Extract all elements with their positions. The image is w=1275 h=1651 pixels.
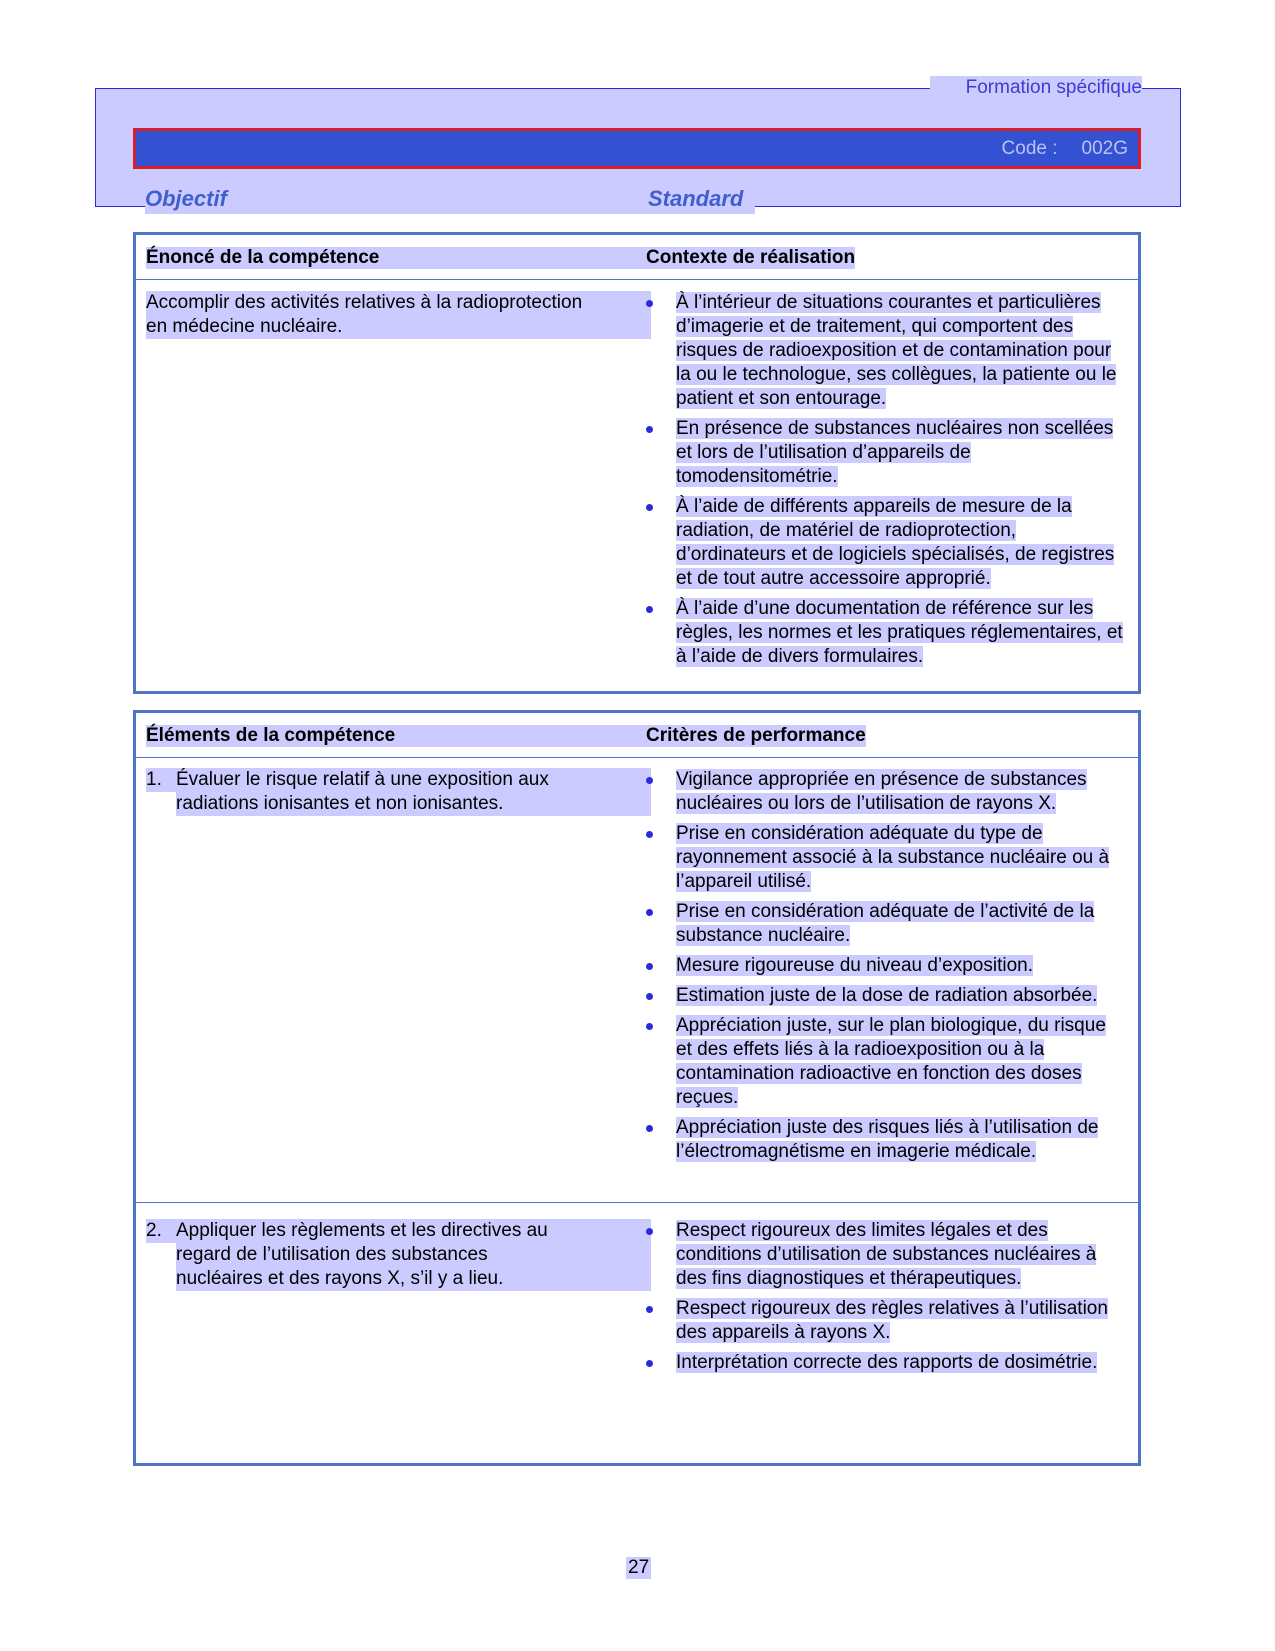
bullet-icon xyxy=(646,606,653,613)
bullet-icon xyxy=(646,426,653,433)
element-number: 2. xyxy=(146,1220,162,1241)
list-item xyxy=(646,954,1126,978)
context-item: À l’aide d’une documentation de référence sur les règles, les normes et les pratiques réglementaires, et à l’aide de divers formulaires. xyxy=(676,598,1123,667)
element-line: Appliquer les règlements et les directives au xyxy=(146,1219,651,1243)
list-item xyxy=(646,1014,1126,1110)
list-item xyxy=(646,984,1126,1008)
competence-statement-box xyxy=(133,232,1141,694)
elements-header: Éléments de la compétence xyxy=(146,725,648,747)
context-list xyxy=(646,291,1126,675)
criterion: Interprétation correcte des rapports de dosimétrie. xyxy=(676,1352,1098,1373)
context-item: À l’aide de différents appareils de mesure de la radiation, de matériel de radioprotection, d’ordinateurs et de logiciels spécialisés, de registres et de tout autre accessoire approprié. xyxy=(676,496,1115,589)
criterion: Respect rigoureux des règles relatives à l’utilisation des appareils à rayons X. xyxy=(676,1298,1108,1343)
bullet-icon xyxy=(646,1360,653,1367)
row-divider xyxy=(136,1202,1138,1203)
list-item xyxy=(646,1297,1126,1345)
list-item xyxy=(646,495,1126,591)
bullet-icon xyxy=(646,963,653,970)
context-header: Contexte de réalisation xyxy=(646,247,856,268)
bullet-icon xyxy=(646,1125,653,1132)
criterion: Appréciation juste des risques liés à l’utilisation de l’électromagnétisme en imagerie médicale. xyxy=(676,1117,1099,1162)
competence-elements-box xyxy=(133,710,1141,1466)
bullet-icon xyxy=(646,909,653,916)
element-2 xyxy=(146,1219,651,1291)
program-label: Formation spécifique xyxy=(930,76,1142,99)
context-item: À l’intérieur de situations courantes et particulières d’imagerie et de traitement, qui comportent des risques de radioexposition et de contamination pour la ou le technologue, ses collègues, la patiente ou le patient et son entourage. xyxy=(676,292,1117,409)
standard-title: Standard xyxy=(648,186,744,211)
code-value: 002G xyxy=(1081,138,1128,159)
element-1 xyxy=(146,768,651,816)
box-header xyxy=(136,713,1138,758)
code-label: Code : xyxy=(1001,138,1058,159)
list-item xyxy=(646,1116,1126,1164)
list-item xyxy=(646,768,1126,816)
objective-title: Objectif xyxy=(145,186,227,211)
competence-statement xyxy=(146,291,651,339)
context-item: En présence de substances nucléaires non scellées et lors de l’utilisation d’appareils de tomodensitométrie. xyxy=(676,418,1114,487)
element-line: radiations ionisantes et non ionisantes. xyxy=(176,792,651,816)
list-item xyxy=(646,900,1126,948)
criteria-list-1 xyxy=(646,768,1126,1170)
bullet-icon xyxy=(646,777,653,784)
list-item xyxy=(646,597,1126,669)
element-number: 1. xyxy=(146,769,162,790)
criterion: Respect rigoureux des limites légales et des conditions d’utilisation de substances nucléaires à des fins diagnostiques et thérapeutiques. xyxy=(676,1220,1097,1289)
element-line: regard de l’utilisation des substances xyxy=(176,1243,651,1267)
criterion: Vigilance appropriée en présence de substances nucléaires ou lors de l’utilisation de rayons X. xyxy=(676,769,1087,814)
statement-line: Accomplir des activités relatives à la radioprotection xyxy=(146,291,651,315)
criteria-header: Critères de performance xyxy=(646,725,866,746)
list-item xyxy=(646,1219,1126,1291)
criteria-list-2 xyxy=(646,1219,1126,1381)
bullet-icon xyxy=(646,504,653,511)
bullet-icon xyxy=(646,831,653,838)
element-line: Évaluer le risque relatif à une exposition aux xyxy=(146,768,651,792)
criterion: Prise en considération adéquate de l’activité de la substance nucléaire. xyxy=(676,901,1095,946)
criterion: Prise en considération adéquate du type de rayonnement associé à la substance nucléaire ou à l’appareil utilisé. xyxy=(676,823,1110,892)
criterion: Appréciation juste, sur le plan biologique, du risque et des effets liés à la radioexposition ou à la contamination radioactive en fonction des doses reçues. xyxy=(676,1015,1106,1108)
bullet-icon xyxy=(646,993,653,1000)
bullet-icon xyxy=(646,1023,653,1030)
statement-line: en médecine nucléaire. xyxy=(146,315,651,339)
bullet-icon xyxy=(646,300,653,307)
box-header xyxy=(136,235,1138,280)
bullet-icon xyxy=(646,1306,653,1313)
list-item xyxy=(646,822,1126,894)
criterion: Mesure rigoureuse du niveau d’exposition. xyxy=(676,955,1033,976)
list-item xyxy=(646,291,1126,411)
list-item xyxy=(646,1351,1126,1375)
bullet-icon xyxy=(646,1228,653,1235)
criterion: Estimation juste de la dose de radiation absorbée. xyxy=(676,985,1098,1006)
page-number: 27 xyxy=(628,1557,650,1578)
list-item xyxy=(646,417,1126,489)
competency-code xyxy=(1002,138,1128,160)
code-bar xyxy=(133,128,1141,169)
statement-header: Énoncé de la compétence xyxy=(146,247,648,269)
element-line: nucléaires et des rayons X, s’il y a lieu. xyxy=(176,1267,651,1291)
